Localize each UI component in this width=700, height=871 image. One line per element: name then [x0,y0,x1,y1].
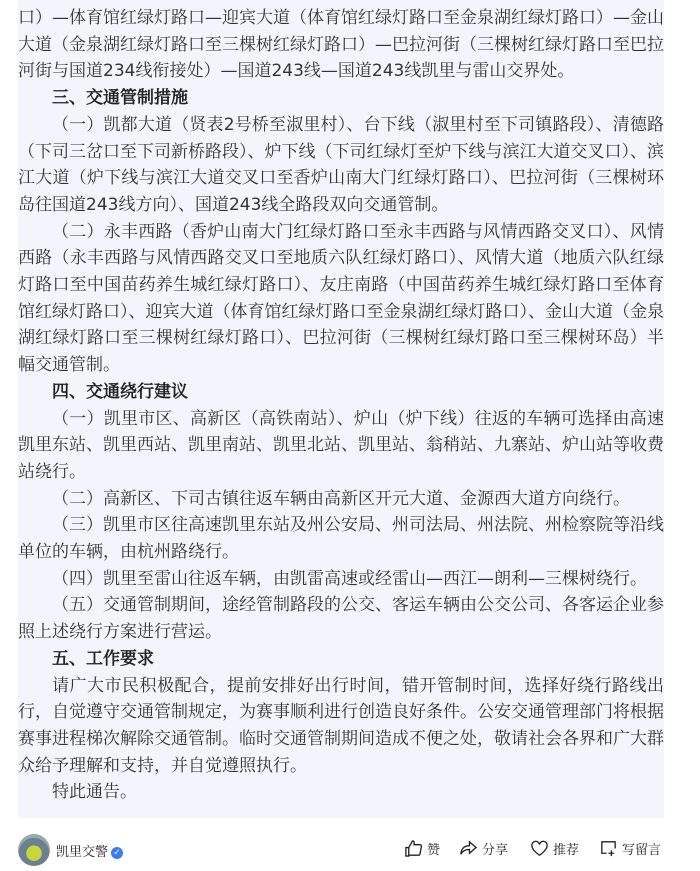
share-label: 分享 [482,843,509,859]
paragraph: （一）凯都大道（贤表2号桥至淑里村）、台下线（淑里村至下司镇路段）、清德路（下司三岔口至下司新桥路段）、炉下线（下司红绿灯至炉下线与滨江大道交叉口）、滨江大道（炉下线与滨江大道交叉口至香炉山南大门红绿灯路口）、巴拉河街（三棵树环岛往国道243线方向）、国道243线全路段双向交通管制。 [18,114,664,215]
like-label: 赞 [427,843,441,859]
comment-icon [599,839,618,858]
article-footer [0,828,700,871]
paragraph: （二）永丰西路（香炉山南大门红绿灯路口至永丰西路与风情西路交叉口）、风情西路（永丰西路与风情西路交叉口至地质六队红绿灯路口）、风情大道（地质六队红绿灯路口至中国苗药养生城红绿灯路口）、友庄南路（中国苗药养生城红绿灯路口至体育馆红绿灯路口）、迎宾大道（体育馆红绿灯路口至金泉湖红绿灯路口）、金山大道（金泉湖红绿灯路口至三棵树红绿灯路口）、巴拉河街（三棵树红绿灯路口至三棵树环岛）半幅交通管制。 [18,221,664,376]
verified-badge-icon: ✓ [111,847,123,859]
like-button[interactable] [404,839,440,858]
recommend-button[interactable] [530,839,579,858]
paragraph: 请广大市民积极配合，提前安排好出行时间，错开管制时间，选择好绕行路线出行，自觉遵守交通管制规定，为赛事顺利进行创造良好条件。公安交通管理部门将根据赛事进程梯次解除交通管制。临时交通管制期间造成不便之处，敬请社会各界和广大群众给予理解和支持，并自觉遵照执行。 [18,675,664,776]
thumbs-up-icon [404,839,423,858]
section-heading: 五、工作要求 [52,648,154,669]
account-name-link[interactable] [56,841,123,860]
account-name: 凯里交警 [56,845,109,861]
paragraph: （二）高新区、下司古镇往返车辆由高新区开元大道、金源西大道方向绕行。 [52,488,630,509]
paragraph: 口）—体育馆红绿灯路口—迎宾大道（体育馆红绿灯路口至金泉湖红绿灯路口）—金山大道（金泉湖红绿灯路口至三棵树红绿灯路口）—巴拉河街（三棵树红绿灯路口至巴拉河街与国道234线衔接处）—国道243线—国道243线凯里与雷山交界处。 [18,8,664,82]
avatar[interactable] [18,834,50,866]
paragraph: （四）凯里至雷山往返车辆，由凯雷高速或经雷山—西江—朗利—三棵树绕行。 [52,568,647,589]
share-button[interactable] [459,839,508,858]
article-body [18,0,664,818]
recommend-label: 推荐 [553,843,580,859]
paragraph: （五）交通管制期间，途经管制路段的公交、客运车辆由公交公司、各客运企业参照上述绕行方案进行营运。 [18,595,664,643]
section-heading: 三、交通管制措施 [52,88,188,109]
comment-button[interactable] [599,839,661,858]
heart-icon [530,839,549,858]
share-icon [459,839,478,858]
section-heading: 四、交通绕行建议 [52,381,188,402]
comment-label: 写留言 [622,843,662,859]
paragraph: （三）凯里市区往高速凯里东站及州公安局、州司法局、州法院、州检察院等沿线单位的车辆，由杭州路绕行。 [18,515,664,563]
paragraph: 特此通告。 [52,782,137,803]
paragraph: （一）凯里市区、高新区（高铁南站）、炉山（炉下线）往返的车辆可选择由高速凯里东站、凯里西站、凯里南站、凯里北站、凯里站、翁稍站、九寨站、炉山站等收费站绕行。 [18,408,664,482]
